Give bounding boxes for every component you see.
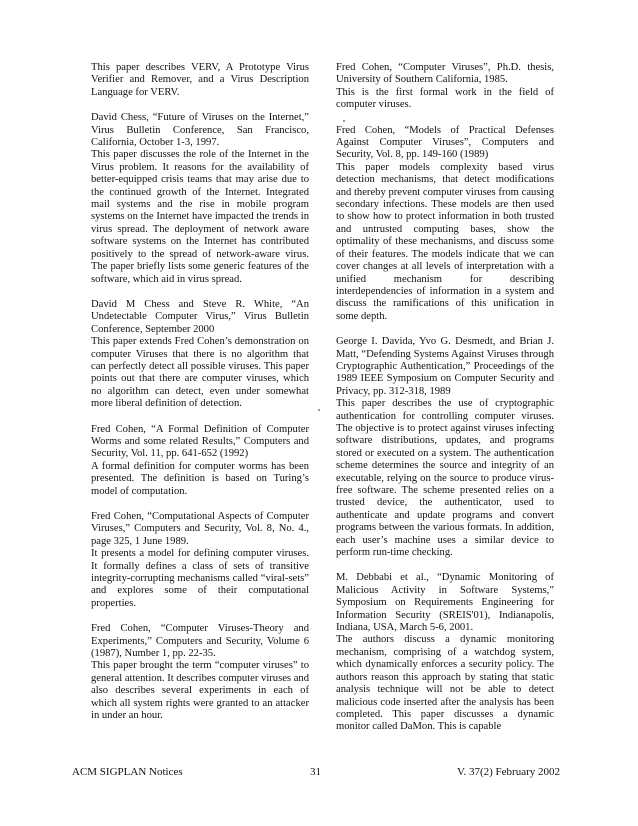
- reference-entry: [336, 62, 554, 112]
- reference-annotation: This paper discusses the role of the Internet in the Virus problem. It reasons for the availability of better-equipped crisis teams that may arise due to the continued growth of the Internet. Integrated mail systems and the rise in mobile program systems on the Internet have impacted the trends in virus spread. The deployment of network aware software systems on the Internet has contributed positively to the spread of network-aware virus. The paper briefly lists some generic features of the software, which aid in virus spread.: [91, 149, 309, 285]
- reference-citation: Fred Cohen, “Computer Viruses-Theory and Experiments,” Computers and Security, Volume 6 (1987), Number 1, pp. 22-35.: [91, 623, 309, 660]
- reference-annotation: This paper extends Fred Cohen’s demonstration on computer Viruses that there is no algorithm that can perfectly detect all possible viruses. This paper points out that there are computer viruses, which no algorithm can detect, even under somewhat more liberal definition of detection.: [91, 336, 309, 410]
- left-column: [91, 62, 309, 736]
- reference-annotation: The authors discuss a dynamic monitoring mechanism, comprising of a watchdog system, which dynamically enforces a security policy. The authors reason this approach by stating that static analysis technique will not be able to detect malicious code inserted after the analysis has been completed. This paper discusses a dynamic monitor called DaMon. This is capable: [336, 634, 554, 733]
- footer-page-number: 31: [310, 766, 321, 778]
- reference-entry: [91, 511, 309, 610]
- reference-citation: Fred Cohen, “Computer Viruses”, Ph.D. thesis, University of Southern California, 1985.: [336, 62, 554, 86]
- reference-entry: [91, 299, 309, 411]
- reference-annotation: This paper describes the use of cryptographic authentication for controlling computer viruses. The objective is to protect against viruses infecting software distributions, updates, and programs stored or executed on a system. The authentication scheme determines the source and integrity of an executable, relying on the source to produce virus-free software. The scheme presented relies on a trusted device, the authenticator, used to authenticate and update programs and convert programs between the various formats. In addition, each user’s machine uses a similar device to perform run-time checking.: [336, 398, 554, 559]
- reference-entry: [336, 125, 554, 324]
- reference-citation: Fred Cohen, “Computational Aspects of Computer Viruses,” Computers and Security, Vol. 8, No. 4., page 325, 1 June 1989.: [91, 511, 309, 547]
- reference-citation: M. Debbabi et al., “Dynamic Monitoring of Malicious Activity in Software Systems,” Symposium on Requirements Engineering for Information Security (SREIS'01), Indianapolis, Indiana, USA, March 5-6, 2001.: [336, 572, 554, 634]
- reference-entry: [336, 336, 554, 559]
- reference-annotation: It presents a model for defining computer viruses. It formally defines a class of sets of transitive integrity-corrupting mechanisms called “viral-sets” and explores some of their computational properties.: [91, 548, 309, 609]
- reference-annotation: A formal definition for computer worms has been presented. The definition is based on Turing’s model of computation.: [91, 460, 309, 497]
- reference-entry: [91, 62, 309, 99]
- reference-annotation: This paper brought the term “computer viruses” to general attention. It describes computer viruses and also describes several experiments in each of which all system rights were granted to an attacker in under an hour.: [91, 660, 309, 722]
- reference-entry: [91, 623, 309, 722]
- reference-citation: David Chess, “Future of Viruses on the Internet,” Virus Bulletin Conference, San Francisco, California, October 1-3, 1997.: [91, 112, 309, 149]
- reference-citation: George I. Davida, Yvo G. Desmedt, and Brian J. Matt, “Defending Systems Against Viruses through Cryptographic Authentication,” Proceedings of the 1989 IEEE Symposium on Computer Security and Privacy, pp. 312-318, 1989: [336, 336, 554, 397]
- reference-citation: Fred Cohen, “Models of Practical Defenses Against Computer Viruses”, Computers and Security, Vol. 8, pp. 149-160 (1989): [336, 124, 554, 161]
- footer-journal: ACM SIGPLAN Notices: [72, 766, 183, 778]
- reference-annotation: This paper models complexity based virus detection mechanisms, that detect modifications and thereby prevent computer viruses from causing secondary infections. These models are then used to show how to protect information in both trusted and untrusted computing bases, show the optimality of these mechanisms, and discuss some of their features. The models indicate that we can cover changes at all levels of interpretation with a unified mechanism for describing interdependencies of information in a system and discuss the ramifications of this unification in some depth.: [336, 161, 554, 322]
- right-column: [336, 62, 554, 747]
- scan-speck: [343, 120, 345, 122]
- scan-speck: [318, 409, 320, 411]
- reference-citation: David M Chess and Steve R. White, “An Undetectable Computer Virus,” Virus Bulletin Conference, September 2000: [91, 298, 309, 335]
- reference-citation: Fred Cohen, “A Formal Definition of Computer Worms and some related Results,” Computers and Security, Vol. 11, pp. 641-652 (1992): [91, 423, 309, 460]
- footer-volume: V. 37(2) February 2002: [456, 766, 560, 778]
- reference-annotation: This is the first formal work in the field of computer viruses.: [336, 86, 554, 111]
- reference-entry: [91, 424, 309, 498]
- reference-entry: [91, 112, 309, 286]
- reference-entry: [336, 572, 554, 733]
- reference-annotation: This paper describes VERV, A Prototype Virus Verifier and Remover, and a Virus Description Language for VERV.: [91, 62, 309, 98]
